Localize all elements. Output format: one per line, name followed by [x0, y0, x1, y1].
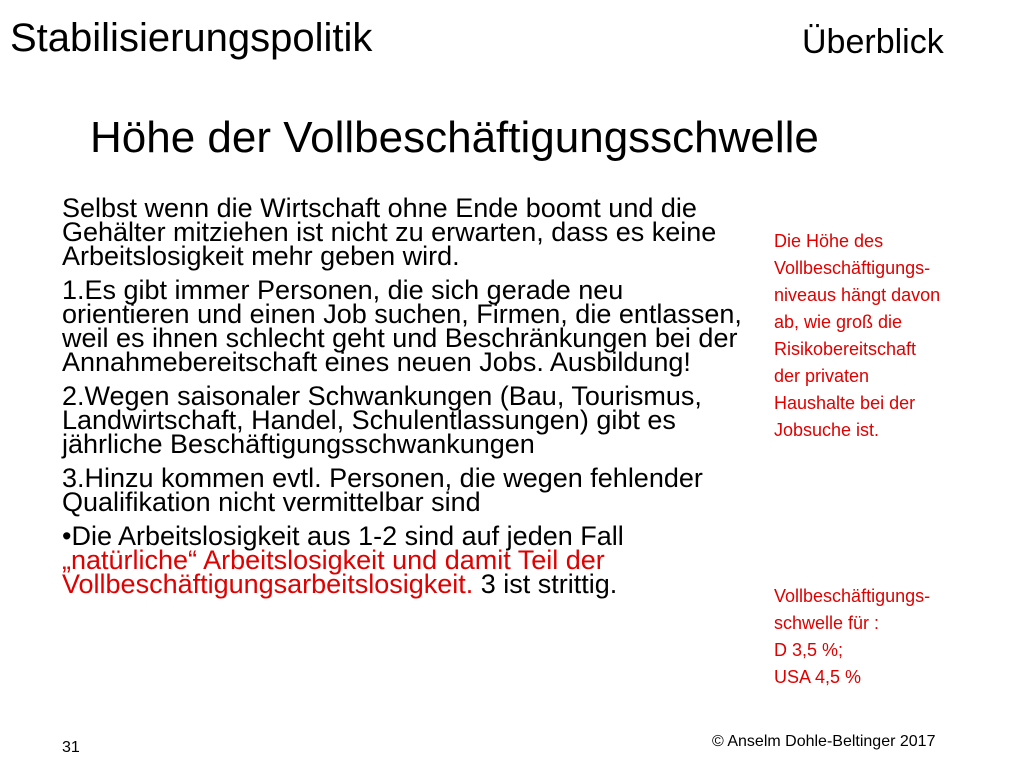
point-1: 1.Es gibt immer Personen, die sich gerade neu orientieren und einen Job suchen, Firmen, die entlassen, weil es ihnen schlecht geht und Beschränkungen bei der Annahmebereitschaft eines neuen Jobs. Ausbildung!	[62, 275, 742, 377]
side-note-line: ab, wie groß die	[774, 312, 903, 332]
intro-paragraph: Selbst wenn die Wirtschaft ohne Ende boomt und die Gehälter mitziehen ist nicht zu erwarten, dass es keine Arbeitslosigkeit mehr geben wird.	[62, 193, 717, 271]
side-note	[774, 228, 1014, 444]
header-section: Überblick	[802, 23, 944, 61]
conclusion-tail: 3 ist strittig.	[473, 569, 618, 599]
slide-number: 31	[62, 739, 80, 756]
side-note-line: Haushalte bei der	[774, 393, 916, 413]
main-body	[62, 193, 742, 606]
header-topic: Stabilisierungspolitik	[10, 16, 373, 60]
side-note-line: Jobsuche ist.	[774, 420, 880, 440]
side-note-line: Risikobereitschaft	[774, 339, 917, 359]
side-note-line: der privaten	[774, 366, 870, 386]
side-note-line: niveaus hängt davon	[774, 285, 941, 305]
copyright-notice: © Anselm Dohle-Beltinger 2017	[712, 733, 936, 750]
point-2: 2.Wegen saisonaler Schwankungen (Bau, Tourismus, Landwirtschaft, Handel, Schulentlassungen) gibt es jährliche Beschäftigungsschwankungen	[62, 381, 702, 459]
conclusion-lead: •Die Arbeitslosigkeit aus 1-2 sind auf jeden Fall	[62, 521, 624, 551]
side-note-line: Vollbeschäftigungs-	[774, 258, 931, 278]
conclusion-highlight: „natürliche“ Arbeitslosigkeit und damit Teil der Vollbeschäftigungsarbeitslosigkeit.	[62, 545, 605, 599]
point-3: 3.Hinzu kommen evtl. Personen, die wegen fehlender Qualifikation nicht vermittelbar sind	[62, 463, 703, 517]
threshold-line: D 3,5 %;	[774, 640, 844, 660]
threshold-line: USA 4,5 %	[774, 667, 862, 687]
threshold-line: schwelle für :	[774, 613, 880, 633]
conclusion-paragraph	[62, 521, 742, 599]
slide-title: Höhe der Vollbeschäftigungsschwelle	[90, 113, 819, 162]
threshold-note	[774, 583, 1014, 691]
threshold-line: Vollbeschäftigungs-	[774, 586, 931, 606]
side-note-line: Die Höhe des	[774, 231, 884, 251]
